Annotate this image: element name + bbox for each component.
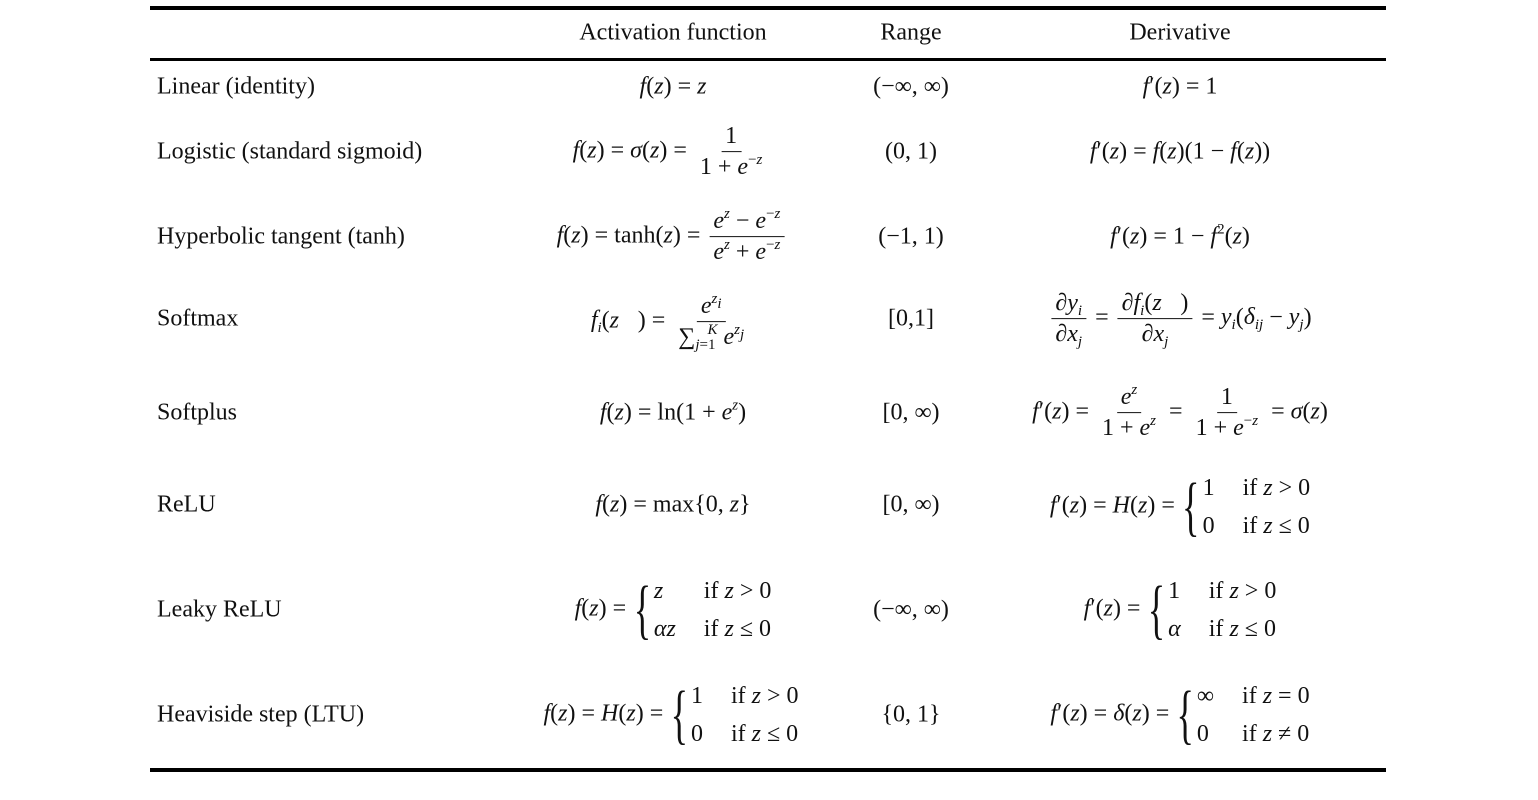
range-logistic: (0, 1) (885, 138, 937, 165)
derivative-relu: f′(z) = H(z) = { 1 if z > 0 0 if z ≤ 0 (1049, 470, 1311, 543)
range-softmax: [0,1] (888, 305, 934, 332)
range-heaviside: {0, 1} (881, 701, 941, 728)
range-leaky-relu: (−∞, ∞) (873, 596, 949, 623)
derivative-linear: f′(z) = 1 (1142, 73, 1218, 100)
formula-leaky-relu: f(z) = { z if z > 0 αz if z ≤ 0 (574, 573, 772, 646)
row-name-leaky-relu: Leaky ReLU (157, 596, 282, 623)
formula-logistic: f(z) = σ(z) = $\frac{1}{1 + e^{-z}}$ (572, 123, 763, 181)
formula-tanh: f(z) = tanh(z) = $\frac{e^z - e^{-z}}{e^z + e^{-z}}$ (557, 208, 788, 266)
derivative-softmax: $\frac{\partial y_i}{\partial x_j}$ = $\frac{\partial f_i(z⃗)}{\partial x_j}$ = $y_i(\delta_{ij} - y_j)$ (1048, 290, 1311, 348)
range-softplus: [0, ∞) (882, 399, 940, 426)
derivative-leaky-relu: f′(z) = { 1 if z > 0 α if z ≤ 0 (1083, 573, 1277, 646)
formula-linear: f(z) = z (639, 73, 707, 100)
range-linear: (−∞, ∞) (873, 73, 949, 100)
header-rule (150, 58, 1386, 61)
range-relu: [0, ∞) (882, 491, 940, 518)
row-name-softplus: Softplus (157, 399, 238, 426)
header-range: Range (880, 19, 942, 46)
top-rule (150, 6, 1386, 10)
formula-softmax: $f_i(z⃗)$ = $\frac{e^{z_i}}{\sum_{j=1}^K e^{z_j}}$ (590, 291, 745, 354)
derivative-heaviside: f′(z) = δ(z) = { ∞ if z = 0 0 if z ≠ 0 (1050, 678, 1310, 751)
formula-heaviside: f(z) = H(z) = { 1 if z > 0 0 if z ≤ 0 (543, 678, 799, 751)
range-tanh: (−1, 1) (878, 223, 944, 250)
formula-softplus: $f(z) = \ln(1 + e^z)$ (599, 397, 747, 426)
derivative-logistic: f′(z) = f(z)(1 − f(z)) (1089, 138, 1271, 165)
row-name-logistic: Logistic (standard sigmoid) (157, 138, 423, 165)
row-name-linear: Linear (identity) (157, 73, 315, 100)
header-derivative: Derivative (1129, 19, 1231, 46)
bottom-rule (150, 768, 1386, 772)
derivative-softplus: f′(z) = $\frac{e^z}{1 + e^z}$ = $\frac{1}{1 + e^{-z}}$ = σ(z) (1032, 382, 1328, 442)
formula-relu: f(z) = max{0, z} (595, 491, 751, 518)
row-name-heaviside: Heaviside step (LTU) (157, 701, 365, 728)
derivative-tanh: $f'(z) = 1 - f^2(z)$ (1110, 221, 1250, 250)
header-activation-function: Activation function (579, 19, 767, 46)
row-name-softmax: Softmax (157, 305, 239, 332)
row-name-relu: ReLU (157, 491, 216, 518)
row-name-tanh: Hyperbolic tangent (tanh) (157, 223, 405, 250)
